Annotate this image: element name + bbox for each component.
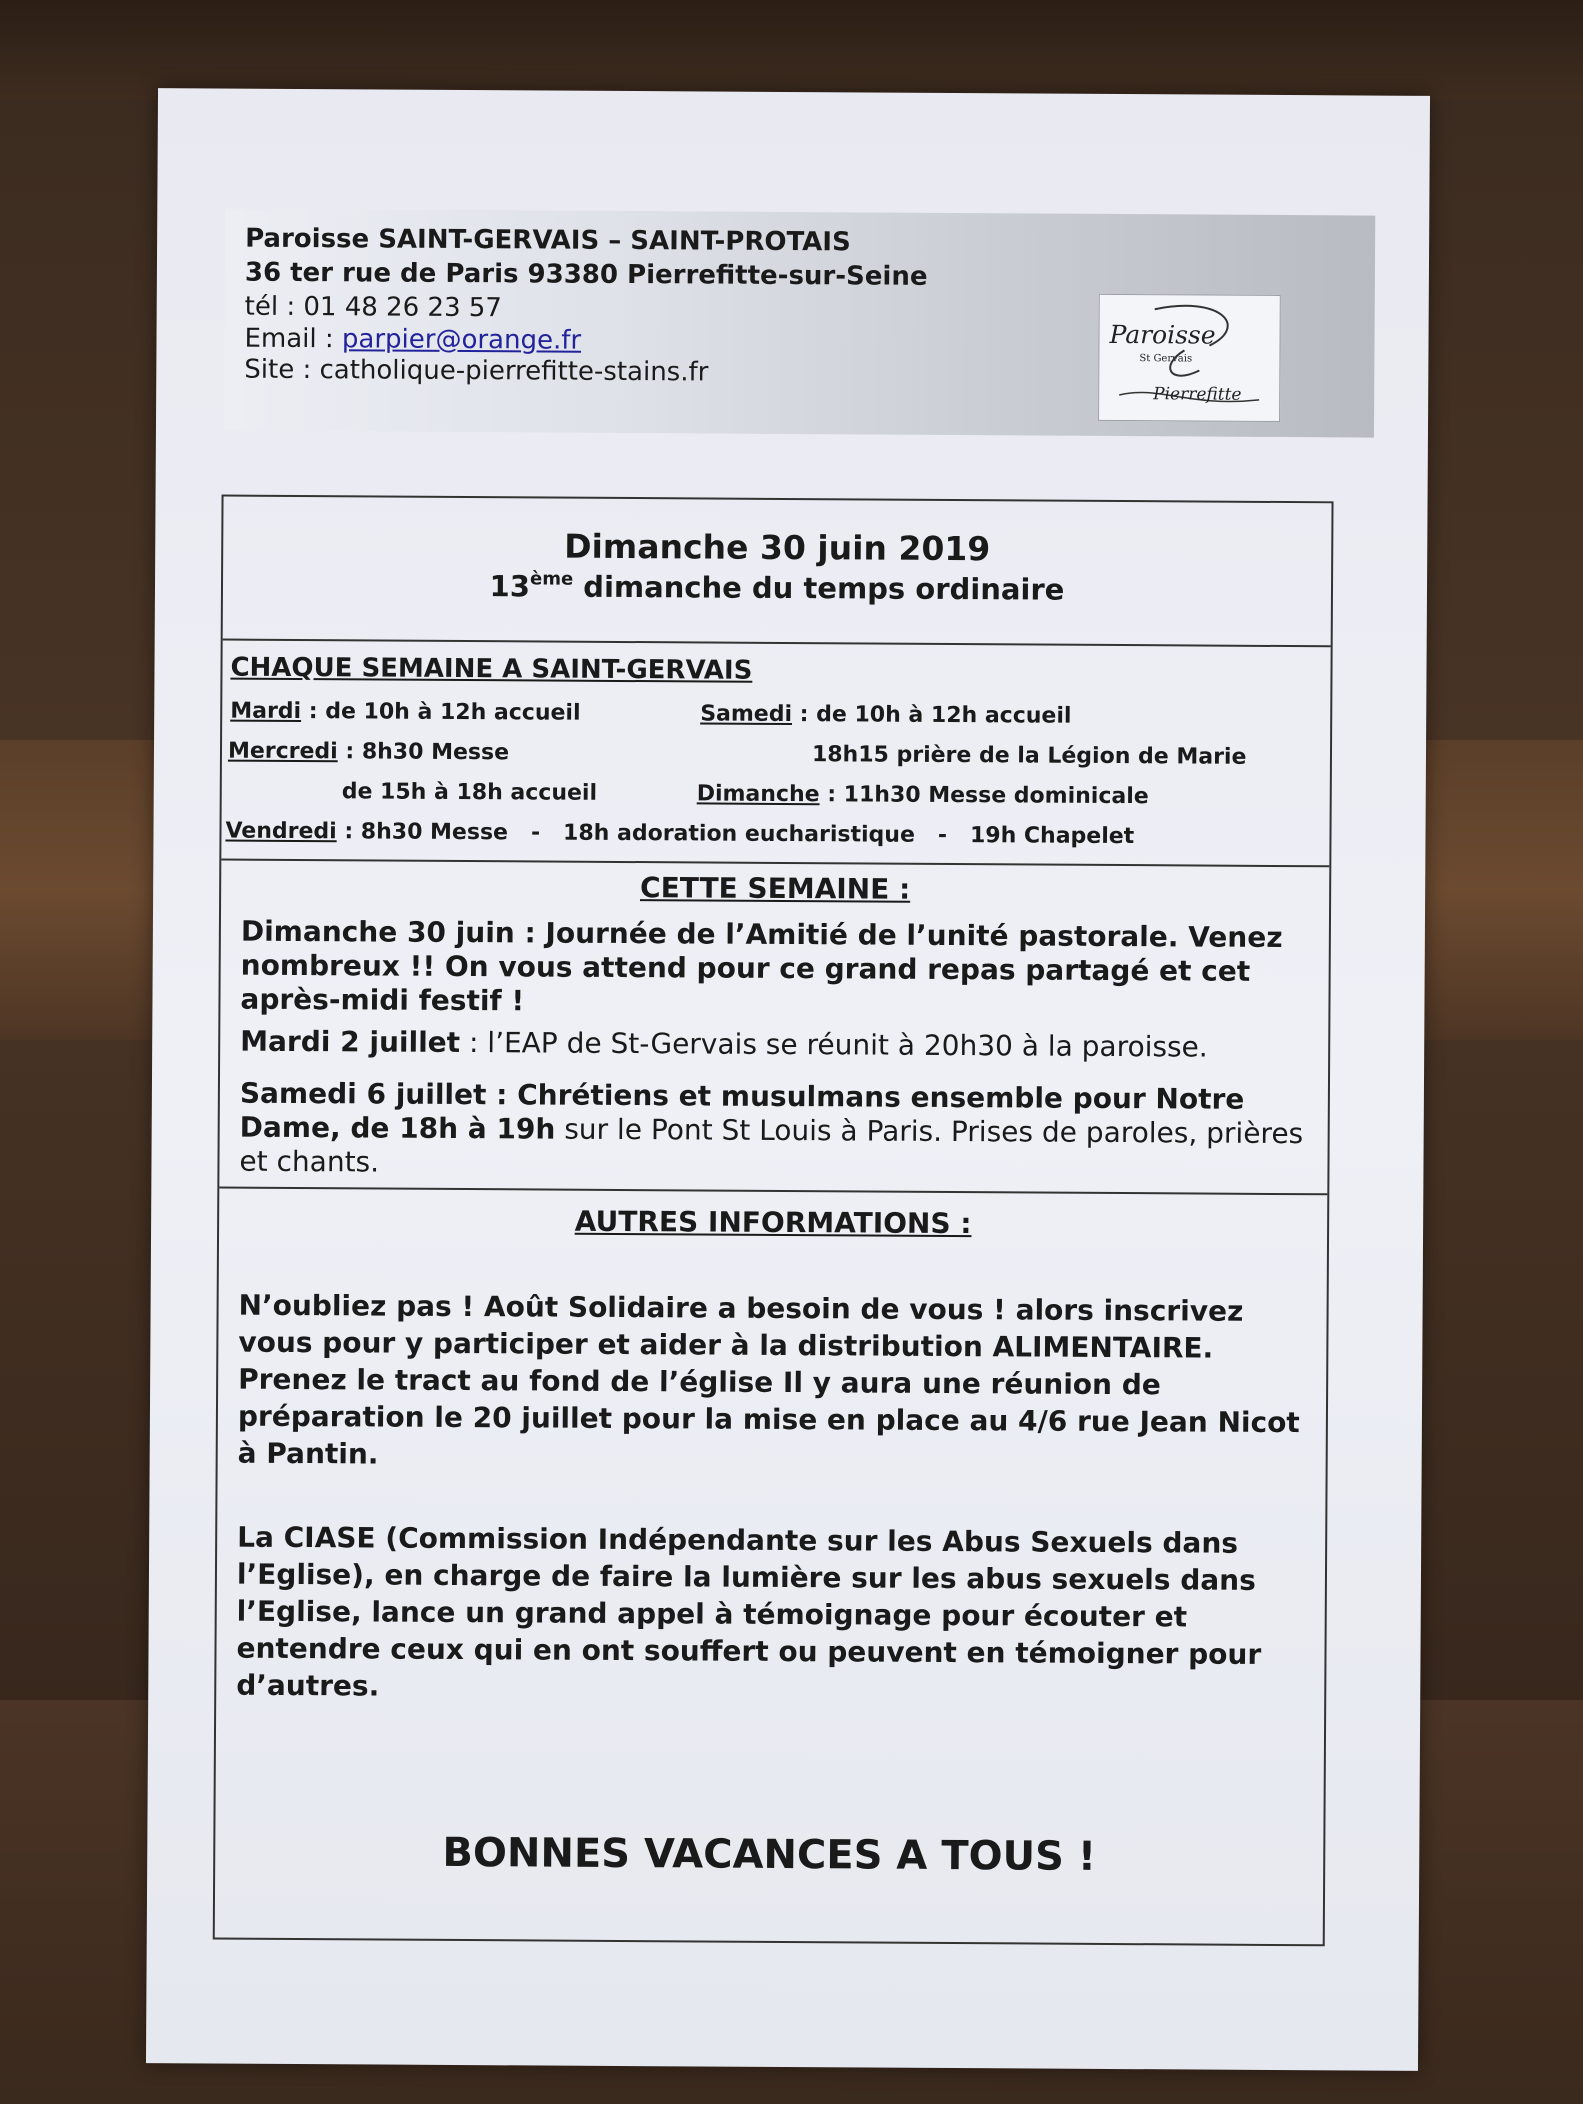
logo-text-st-gervais: St Gervais xyxy=(1139,353,1193,365)
item-saturday-text: sur le Pont St Louis à Paris. Prises de paroles, prières et chants. xyxy=(239,1112,1304,1179)
schedule-sunday-text: : 11h30 Messe dominicale xyxy=(819,782,1149,810)
closing-message: BONNES VACANCES A TOUS ! xyxy=(442,1829,1097,1880)
other-info-paragraph-august: N’oubliez pas ! Août Solidaire a besoin de vous ! alors inscrivez vous pour y participer et aider à la distribution ALIMENTAIRE. Prenez le tract au fond de l’église Il y aura une réunion de préparation le 20 juillet pour la mise en place au 4/6 rue Jean Nicot à Pantin. xyxy=(237,1288,1300,1471)
parish-email-line xyxy=(244,323,581,358)
parish-address: 36 ter rue de Paris 93380 Pierrefitte-sur-Seine xyxy=(244,257,928,292)
this-week-item-sunday: Dimanche 30 juin : Journée de l’Amitié de l’unité pastorale. Venez nombreux !! On vous attend pour ce grand repas partagé et cet après-midi festif ! xyxy=(240,914,1283,1018)
day-label-saturday: Samedi xyxy=(700,701,793,728)
liturgical-sunday xyxy=(223,567,1331,609)
sunday-number: 13 xyxy=(489,569,531,604)
email-link[interactable]: parpier@orange.fr xyxy=(341,324,582,356)
bulletin-date-title: Dimanche 30 juin 2019 xyxy=(564,526,991,569)
other-info-heading: AUTRES INFORMATIONS : xyxy=(574,1204,972,1241)
item-tuesday-text: : l’EAP de St-Gervais se réunit à 20h30 à la paroisse. xyxy=(460,1025,1208,1064)
schedule-tuesday xyxy=(230,699,580,726)
schedule-wednesday xyxy=(228,739,509,766)
schedule-saturday-text: : de 10h à 12h accueil xyxy=(791,702,1072,729)
parish-phone: tél : 01 48 26 23 57 xyxy=(244,291,502,324)
schedule-saturday xyxy=(700,701,1071,728)
logo-text-paroisse: Paroisse xyxy=(1109,319,1216,350)
bulletin-frame xyxy=(213,495,1334,1947)
schedule-wednesday-afternoon: de 15h à 18h accueil xyxy=(341,779,598,806)
day-label-wednesday: Mercredi xyxy=(227,738,338,765)
day-label-tuesday: Mardi xyxy=(230,698,302,725)
wood-background-top xyxy=(0,0,1583,100)
schedule-wednesday-text: : 8h30 Messe xyxy=(337,739,510,766)
schedule-tuesday-text: : de 10h à 12h accueil xyxy=(301,699,581,726)
parish-site: Site : catholique-pierrefitte-stains.fr xyxy=(244,354,709,388)
sunday-name: dimanche du temps ordinaire xyxy=(573,569,1065,607)
parish-logo xyxy=(1098,294,1281,422)
parish-bulletin-sheet xyxy=(146,88,1430,2071)
email-label: Email : xyxy=(244,323,343,355)
item-tuesday-date: Mardi 2 juillet xyxy=(240,1024,461,1059)
day-label-friday: Vendredi xyxy=(225,818,337,845)
item-saturday-event: Samedi 6 juillet : Chrétiens et musulmans ensemble pour Notre Dame, de 18h à 19h xyxy=(239,1076,1245,1146)
divider xyxy=(221,859,1329,868)
schedule-sunday xyxy=(697,781,1149,809)
weekly-schedule-heading: CHAQUE SEMAINE A SAINT-GERVAIS xyxy=(230,652,753,686)
divider xyxy=(223,639,1331,648)
logo-text-pierrefitte: Pierrefitte xyxy=(1153,384,1242,405)
this-week-heading: CETTE SEMAINE : xyxy=(639,871,911,906)
schedule-saturday-evening: 18h15 prière de la Légion de Marie xyxy=(811,742,1247,770)
this-week-item-tuesday xyxy=(240,1025,1318,1066)
day-label-sunday: Dimanche xyxy=(696,781,820,808)
schedule-friday-text: : 8h30 Messe - 18h adoration eucharistique - 19h Chapelet xyxy=(336,819,1135,850)
parish-name: Paroisse SAINT-GERVAIS – SAINT-PROTAIS xyxy=(245,223,851,258)
other-info-paragraph-ciase: La CIASE (Commission Indépendante sur les Abus Sexuels dans l’Eglise), en charge de faire la lumière sur les abus sexuels dans l’Eglise, lance un grand appel à témoignage pour écouter et entendre ceux qui en ont souffert ou peuvent en témoigner pour d’autres. xyxy=(236,1520,1262,1703)
schedule-friday xyxy=(225,819,1134,850)
sunday-number-suffix: ème xyxy=(529,568,574,590)
this-week-item-saturday xyxy=(239,1077,1318,1186)
divider xyxy=(219,1187,1327,1196)
